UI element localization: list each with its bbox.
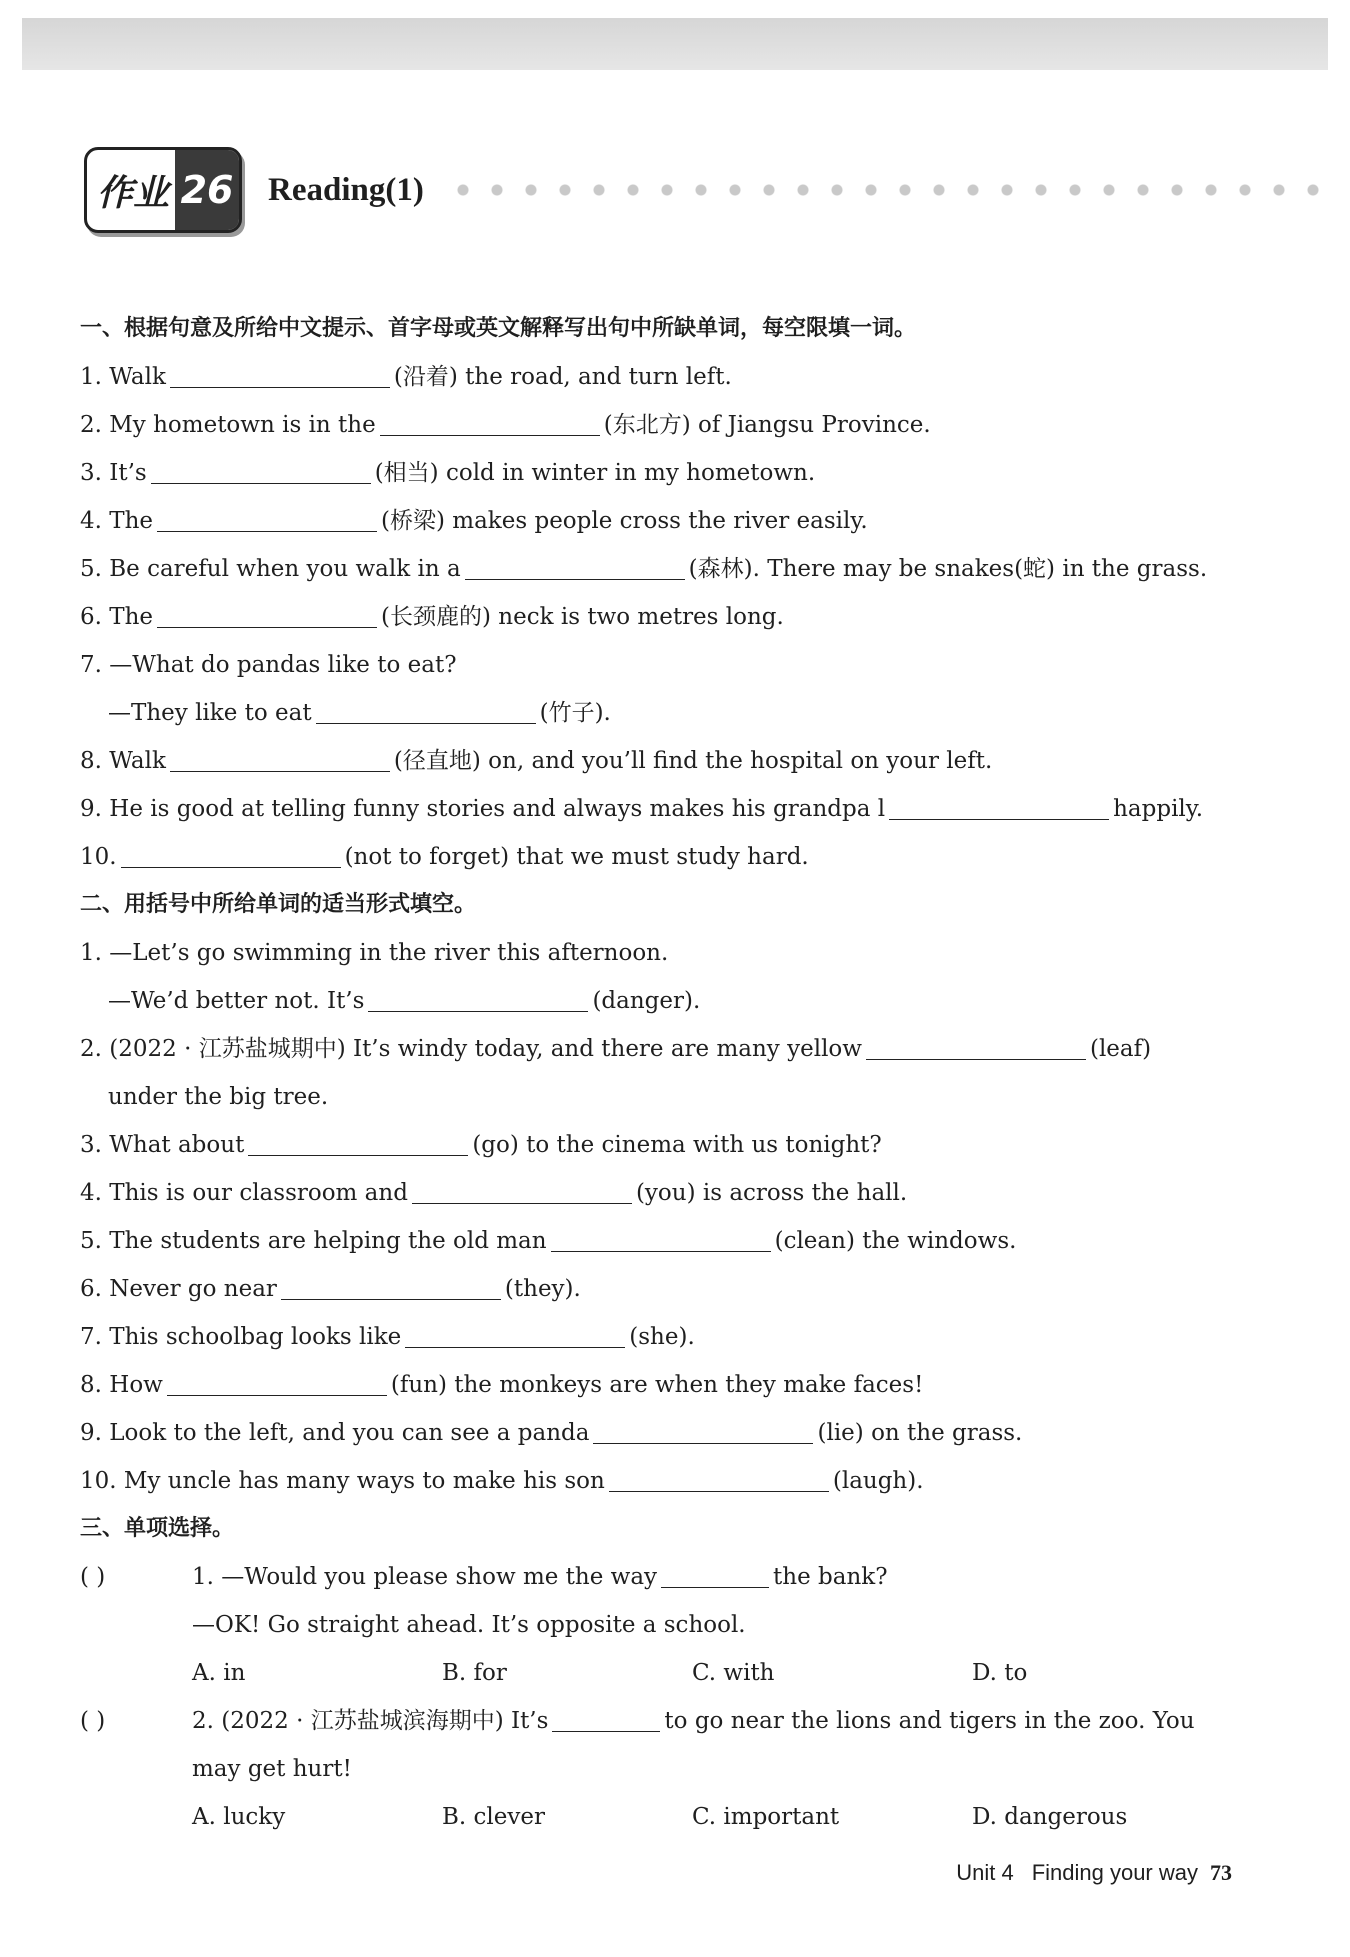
s1-question-7-answer: —They like to eat (竹子). — [80, 689, 1250, 737]
option-a[interactable]: A. in — [192, 1660, 246, 1686]
answer-paren[interactable]: ( ) — [80, 1708, 106, 1734]
answer-blank[interactable] — [157, 501, 377, 532]
worksheet-content — [80, 305, 1250, 1841]
s2-question-1-answer: —We’d better not. It’s (danger). — [80, 977, 1250, 1025]
answer-blank[interactable] — [552, 1701, 660, 1732]
answer-blank[interactable] — [157, 597, 377, 628]
s2-question-2: 2. (2022 · 江苏盐城期中) It’s windy today, and there are many yellow (leaf) — [80, 1025, 1250, 1073]
s1-question-7: 7. —What do pandas like to eat? — [80, 652, 457, 678]
s2-question-2-cont: under the big tree. — [108, 1084, 329, 1110]
answer-blank[interactable] — [661, 1557, 769, 1588]
badge-text: 作业 — [97, 172, 170, 214]
s2-question-5: 5. The students are helping the old man (clean) the windows. — [80, 1217, 1250, 1265]
section-3-title: 三、单项选择。 — [80, 1516, 235, 1541]
s2-question-1: 1. —Let’s go swimming in the river this afternoon. — [80, 940, 669, 966]
answer-blank[interactable] — [551, 1221, 771, 1252]
s2-question-9: 9. Look to the left, and you can see a panda (lie) on the grass. — [80, 1409, 1250, 1457]
answer-blank[interactable] — [248, 1125, 468, 1156]
answer-blank[interactable] — [609, 1461, 829, 1492]
answer-blank[interactable] — [170, 357, 390, 388]
option-a[interactable]: A. lucky — [192, 1804, 286, 1830]
s3-question-1: ( ) 1. —Would you please show me the way the bank? — [80, 1553, 1250, 1601]
option-c[interactable]: C. with — [692, 1660, 775, 1686]
s1-question-3: 3. It’s (相当) cold in winter in my hometown. — [80, 449, 1250, 497]
answer-blank[interactable] — [167, 1365, 387, 1396]
footer-title: Finding your way — [1031, 1860, 1198, 1885]
lesson-title: Reading(1) — [268, 171, 424, 208]
option-b[interactable]: B. for — [442, 1660, 507, 1686]
answer-blank[interactable] — [866, 1029, 1086, 1060]
homework-badge — [84, 147, 242, 233]
answer-blank[interactable] — [121, 837, 341, 868]
s2-question-4: 4. This is our classroom and (you) is across the hall. — [80, 1169, 1250, 1217]
s3-question-1-options — [80, 1649, 1250, 1697]
s2-question-6: 6. Never go near (they). — [80, 1265, 1250, 1313]
answer-blank[interactable] — [170, 741, 390, 772]
answer-paren[interactable]: ( ) — [80, 1564, 106, 1590]
s2-question-10: 10. My uncle has many ways to make his son (laugh). — [80, 1457, 1250, 1505]
answer-blank[interactable] — [593, 1413, 813, 1444]
section-1-title: 一、根据句意及所给中文提示、首字母或英文解释写出句中所缺单词，每空限填一词。 — [80, 316, 917, 341]
option-d[interactable]: D. dangerous — [972, 1804, 1128, 1830]
s1-question-5: 5. Be careful when you walk in a (森林). There may be snakes(蛇) in the grass. — [80, 545, 1250, 593]
answer-blank[interactable] — [316, 693, 536, 724]
option-b[interactable]: B. clever — [442, 1804, 545, 1830]
s3-question-1-cont: —OK! Go straight ahead. It’s opposite a school. — [192, 1612, 746, 1638]
s1-question-10: 10. (not to forget) that we must study hard. — [80, 833, 1250, 881]
answer-blank[interactable] — [380, 405, 600, 436]
top-band — [22, 18, 1328, 70]
s3-question-2-cont: may get hurt! — [192, 1756, 352, 1782]
s2-question-3: 3. What about (go) to the cinema with us tonight? — [80, 1121, 1250, 1169]
page-number: 73 — [1210, 1860, 1232, 1885]
answer-blank[interactable] — [281, 1269, 501, 1300]
option-c[interactable]: C. important — [692, 1804, 840, 1830]
answer-blank[interactable] — [368, 981, 588, 1012]
section-2-title: 二、用括号中所给单词的适当形式填空。 — [80, 892, 477, 917]
page-footer — [956, 1860, 1232, 1886]
option-d[interactable]: D. to — [972, 1660, 1028, 1686]
answer-blank[interactable] — [151, 453, 371, 484]
s1-question-1: 1. Walk (沿着) the road, and turn left. — [80, 353, 1250, 401]
s3-question-2-options — [80, 1793, 1250, 1841]
answer-blank[interactable] — [889, 789, 1109, 820]
s1-question-2: 2. My hometown is in the (东北方) of Jiangsu Province. — [80, 401, 1250, 449]
s1-question-4: 4. The (桥梁) makes people cross the river easily. — [80, 497, 1250, 545]
s3-question-2: ( ) 2. (2022 · 江苏盐城滨海期中) It’s to go near the lions and tigers in the zoo. You — [80, 1697, 1250, 1745]
lesson-header — [84, 148, 1324, 232]
dotted-divider — [446, 184, 1324, 196]
footer-unit: Unit 4 — [956, 1860, 1014, 1885]
s1-question-8: 8. Walk (径直地) on, and you’ll find the hospital on your left. — [80, 737, 1250, 785]
answer-blank[interactable] — [465, 549, 685, 580]
badge-number: 26 — [175, 150, 239, 230]
s1-question-6: 6. The (长颈鹿的) neck is two metres long. — [80, 593, 1250, 641]
s1-question-9: 9. He is good at telling funny stories and always makes his grandpa l happily. — [80, 785, 1250, 833]
answer-blank[interactable] — [405, 1317, 625, 1348]
answer-blank[interactable] — [412, 1173, 632, 1204]
s2-question-7: 7. This schoolbag looks like (she). — [80, 1313, 1250, 1361]
s2-question-8: 8. How (fun) the monkeys are when they make faces! — [80, 1361, 1250, 1409]
